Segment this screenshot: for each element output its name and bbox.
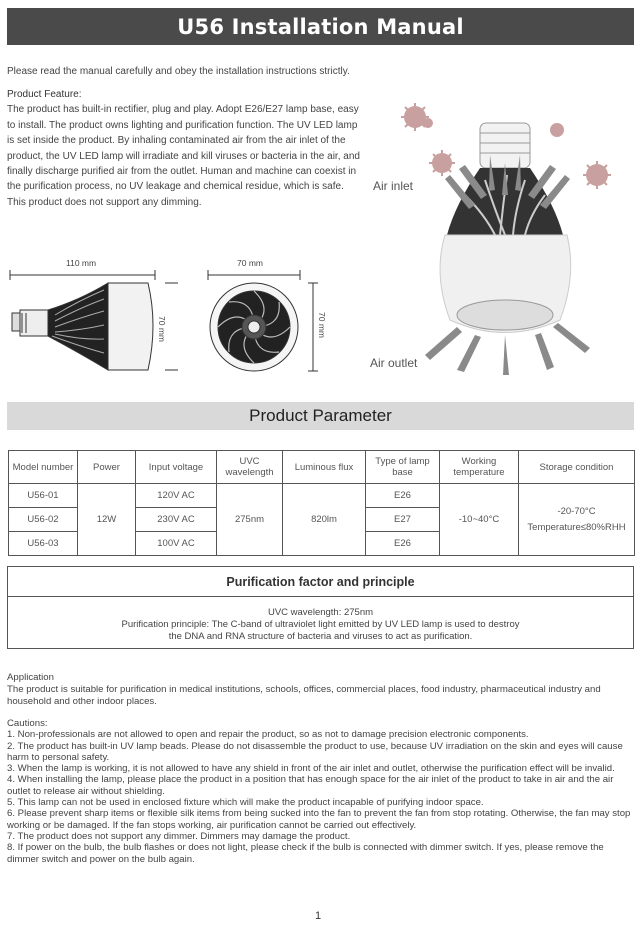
caution-item: 6. Please prevent sharp items or flexible silk items from being sucked into the fan to prevent the fan from stop rotating. Otherwise, the fan may stop working or be damaged. If the fan stops working, air purification cannot be carried out effectively. (7, 808, 631, 831)
feature-line: finally discharge purified air from the outlet. Human and machine can coexist in (7, 166, 357, 178)
purification-box (7, 566, 634, 649)
header-cell: Luminous flux (283, 451, 366, 484)
wavelength-cell: 275nm (217, 484, 283, 556)
cautions-heading: Cautions: (7, 718, 48, 729)
air-outlet-label: Air outlet (370, 356, 418, 370)
caution-item: 1. Non-professionals are not allowed to open and repair the product, so as not to damage precision electronic components. (7, 729, 529, 741)
header-cell: Storage condition (519, 451, 635, 484)
table-row (9, 484, 635, 508)
header-cell: Type of lamp base (366, 451, 440, 484)
caution-item: 3. When the lamp is working, it is not allowed to have any shield in front of the air inlet and outlet, otherwise the purification effect will be invalid. (7, 763, 615, 775)
side-width-label: 110 mm (66, 258, 97, 268)
model-cell: U56-03 (9, 532, 78, 556)
purification-principle-cont: the DNA and RNA structure of bacteria and viruses to act as purification. (168, 631, 473, 642)
feature-line: This product does not support any dimming. (7, 196, 202, 208)
feature-line: is set inside the product. By inhaling contaminated air from the air inlet of the (7, 135, 346, 147)
voltage-cell: 120V AC (136, 484, 217, 508)
working-temp-cell: -10~40°C (440, 484, 519, 556)
front-view-bulb (208, 270, 318, 371)
purification-wavelength: UVC wavelength: 275nm (267, 607, 374, 618)
front-width-label: 70 mm (237, 258, 263, 268)
page-title: U56 Installation Manual (7, 8, 634, 45)
air-inlet-label: Air inlet (373, 179, 414, 193)
product-feature (7, 87, 367, 210)
feature-line: to install. The product owns lighting and purification function. The UV LED lamp (7, 119, 358, 131)
cautions-section (7, 718, 635, 865)
parameter-table (8, 450, 635, 556)
front-height-label: 70 mm (317, 312, 327, 338)
flux-cell: 820lm (283, 484, 366, 556)
intro-text: Please read the manual carefully and obey the installation instructions strictly. (7, 66, 350, 77)
application-section (7, 672, 633, 708)
caution-item: 4. When installing the lamp, please place the product in a position that has enough space for the air inlet of the product to take in air and the air outlet to release air without shielding. (7, 774, 614, 797)
feature-line: The product has built-in rectifier, plug and play. Adopt E26/E27 lamp base, easy (7, 104, 359, 116)
feature-line: product, the UV LED lamp will irradiate and kill viruses or bacteria in the air, and (7, 150, 360, 162)
table-header-row (9, 451, 635, 484)
dimension-drawings (0, 255, 340, 380)
header-cell: Model number (9, 451, 78, 484)
page-number: 1 (315, 910, 322, 922)
storage-humidity: Temperature≤80%RHH (527, 521, 626, 533)
caution-item: 7. The product does not support any dimmer. Dimmers may damage the product. (7, 830, 351, 842)
purification-principle: Purification principle: The C-band of ultraviolet light emitted by UV LED lamp is used to destroy (121, 619, 520, 630)
airflow-illustration (395, 95, 625, 380)
header-cell: Power (78, 451, 136, 484)
purification-title: Purification factor and principle (8, 567, 633, 597)
header-cell: Working temperature (440, 451, 519, 484)
feature-line: the purification process, no UV leakage and chemical residue, which is safe. (7, 181, 344, 193)
base-cell: E26 (366, 484, 440, 508)
feature-heading: Product Feature: (7, 89, 82, 100)
caution-item: 8. If power on the bulb, the bulb flashes or does not light, please check if the bulb is connected with dimmer switch. If yes, please remove the dimmer switch and power on the bulb again. (7, 842, 604, 865)
side-view-bulb (10, 270, 178, 370)
voltage-cell: 230V AC (136, 508, 217, 532)
caution-item: 2. The product has built-in UV lamp beads. Please do not disassemble the product to use, because UV irradiation on the skin and eyes will cause harm to personal safety. (7, 740, 623, 763)
application-heading: Application (7, 672, 54, 683)
storage-temp: -20-70°C (557, 505, 596, 517)
caution-item: 5. This lamp can not be used in enclosed fixture which will make the product incapable of purifying indoor space. (7, 797, 484, 809)
product-parameter-heading: Product Parameter (7, 402, 634, 430)
power-cell: 12W (78, 484, 136, 556)
header-cell: Input voltage (136, 451, 217, 484)
model-cell: U56-01 (9, 484, 78, 508)
base-cell: E26 (366, 532, 440, 556)
model-cell: U56-02 (9, 508, 78, 532)
lamp-base (480, 123, 530, 168)
base-cell: E27 (366, 508, 440, 532)
storage-cell (519, 484, 635, 556)
application-text: The product is suitable for purification in medical institutions, schools, offices, commercial places, food industry, pharmaceutical industry and household and other indoor places. (7, 684, 601, 707)
header-cell: UVC wavelength (217, 451, 283, 484)
side-height-label: 70 mm (157, 316, 167, 342)
voltage-cell: 100V AC (136, 532, 217, 556)
